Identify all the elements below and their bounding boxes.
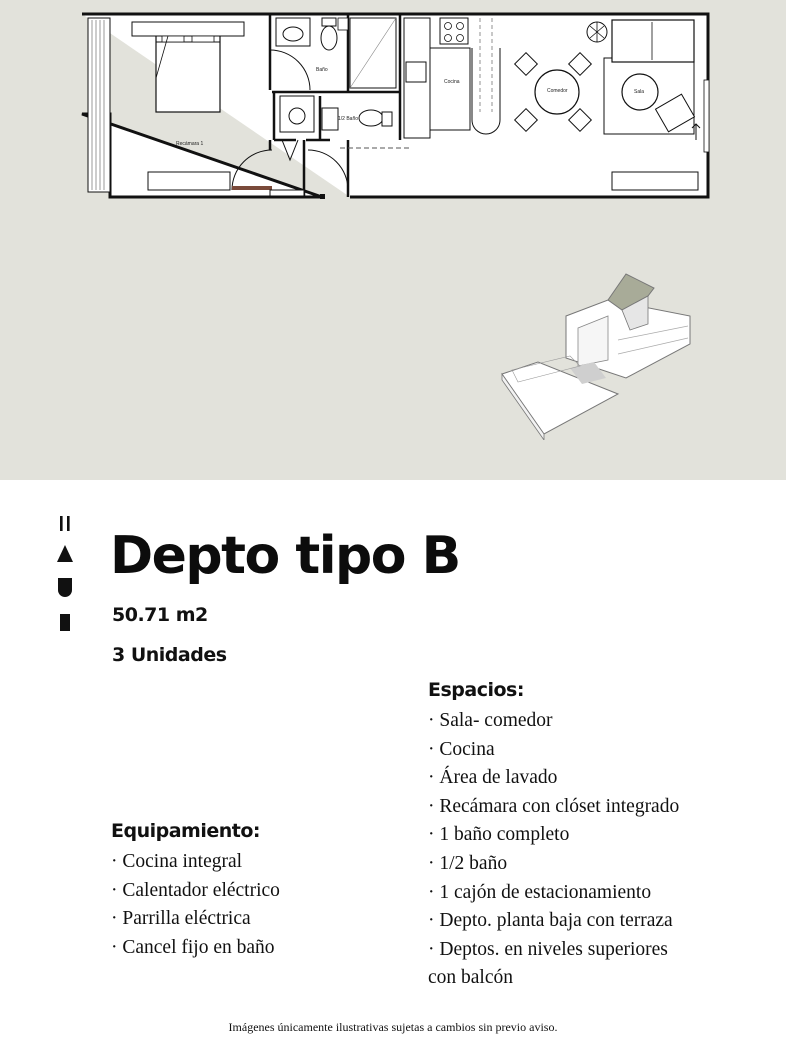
list-item: · 1 cajón de estacionamiento [428, 881, 652, 903]
list-item: · Sala- comedor [428, 710, 553, 731]
list-item: · Parrilla eléctrica [111, 908, 251, 930]
unit-count: 3 Unidades [112, 644, 227, 666]
equipment-heading: Equipamiento: [111, 820, 260, 842]
brand-logo [56, 516, 76, 632]
list-item: · Recámara con clóset integrado [428, 795, 680, 817]
list-item: con balcón [428, 967, 514, 989]
room-label-bath: Baño [316, 67, 328, 73]
equipment-list [111, 848, 411, 962]
disclaimer: Imágenes únicamente ilustrativas sujetas a cambios sin previo aviso. [228, 1020, 558, 1034]
equipment-section [111, 820, 411, 962]
floor-plan [0, 0, 786, 210]
room-label-dining: Comedor [547, 88, 568, 94]
list-item: · Deptos. en niveles superiores [428, 938, 668, 960]
room-label-bedroom: Recámara 1 [176, 141, 204, 147]
page-title: Depto tipo B [110, 526, 460, 586]
list-item: · Cocina integral [111, 851, 243, 872]
spaces-list [428, 707, 728, 993]
list-item: · Depto. planta baja con terraza [428, 910, 673, 932]
building-isometric-diagram [498, 270, 698, 440]
list-item: · 1/2 baño [428, 852, 508, 874]
room-label-living: Sala [634, 89, 645, 95]
unit-area: 50.71 m2 [112, 604, 208, 626]
room-label-kitchen: Cocina [444, 79, 460, 85]
spaces-section [428, 679, 728, 993]
list-item: · Cancel fijo en baño [111, 936, 275, 958]
list-item: · Calentador eléctrico [111, 879, 280, 901]
room-label-half-bath: 1/2 Baño [338, 116, 359, 122]
spaces-heading: Espacios: [428, 679, 524, 701]
floor-plan-panel [0, 0, 786, 480]
list-item: · 1 baño completo [428, 824, 570, 846]
list-item: · Área de lavado [428, 767, 558, 789]
list-item: · Cocina [428, 738, 495, 760]
